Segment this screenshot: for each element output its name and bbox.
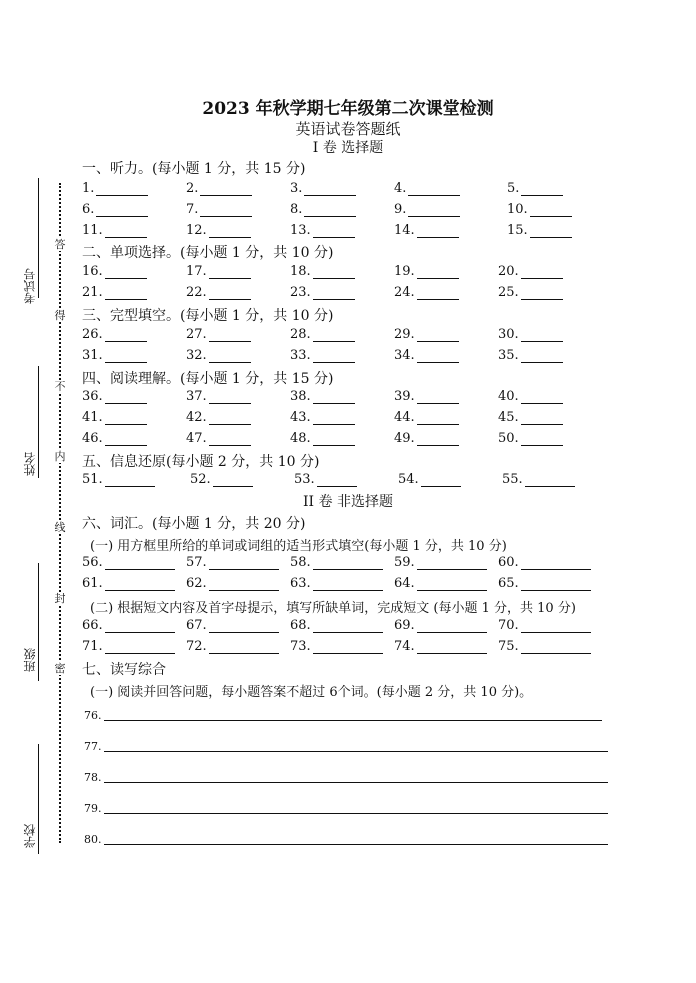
question-76-number: 76. [84, 709, 102, 722]
answer-79-line[interactable] [104, 813, 608, 814]
answer-27[interactable]: 27. [186, 327, 251, 342]
answer-40[interactable]: 40. [498, 389, 563, 404]
section-6b-instruction: (二) 根据短文内容及首字母提示，填写所缺单词，完成短文 (每小题 1 分，共 10 分) [90, 601, 576, 616]
seal-dotted-line [59, 183, 61, 843]
part-1-heading: I 卷 选择题 [312, 140, 384, 156]
question-78-number: 78. [84, 771, 102, 784]
seal-char-5: 线 [54, 521, 66, 534]
answer-36[interactable]: 36. [82, 389, 147, 404]
answer-37[interactable]: 37. [186, 389, 251, 404]
answer-28[interactable]: 28. [290, 327, 355, 342]
answer-35[interactable]: 35. [498, 348, 563, 363]
answer-47[interactable]: 47. [186, 431, 251, 446]
answer-72[interactable]: 72. [186, 639, 279, 654]
section-7a-instruction: (一) 阅读并回答问题，每小题答案不超过 6个词。(每小题 2 分，共 10 分)。 [90, 685, 533, 700]
answer-30[interactable]: 30. [498, 327, 563, 342]
seal-char-3: 不 [54, 380, 66, 393]
answer-25[interactable]: 25. [498, 285, 563, 300]
answer-39[interactable]: 39. [394, 389, 459, 404]
answer-7[interactable]: 7. [186, 202, 252, 217]
class-label: 班级 [23, 648, 37, 672]
answer-55[interactable]: 55. [502, 472, 575, 487]
answer-49[interactable]: 49. [394, 431, 459, 446]
answer-50[interactable]: 50. [498, 431, 563, 446]
question-77-number: 77. [84, 740, 102, 753]
seal-char-4: 内 [54, 450, 66, 463]
school-line [38, 744, 39, 854]
answer-68[interactable]: 68. [290, 618, 383, 633]
answer-22[interactable]: 22. [186, 285, 251, 300]
answer-13[interactable]: 13. [290, 223, 355, 238]
section-4-heading: 四、阅读理解。(每小题 1 分，共 15 分) [82, 371, 334, 387]
answer-14[interactable]: 14. [394, 223, 459, 238]
answer-67[interactable]: 67. [186, 618, 279, 633]
answer-60[interactable]: 60. [498, 555, 591, 570]
answer-62[interactable]: 62. [186, 576, 279, 591]
answer-46[interactable]: 46. [82, 431, 147, 446]
section-5-heading: 五、信息还原(每小题 2 分，共 10 分) [82, 454, 320, 470]
name-label: 姓名 [23, 452, 37, 476]
answer-16[interactable]: 16. [82, 264, 147, 279]
answer-9[interactable]: 9. [394, 202, 460, 217]
answer-59[interactable]: 59. [394, 555, 487, 570]
section-3-heading: 三、完型填空。(每小题 1 分，共 10 分) [82, 308, 334, 324]
answer-10[interactable]: 10. [507, 202, 572, 217]
answer-74[interactable]: 74. [394, 639, 487, 654]
seal-char-7: 密 [54, 662, 66, 675]
answer-1[interactable]: 1. [82, 181, 148, 196]
page-title: 2023 年秋学期七年级第二次课堂检测 [202, 99, 494, 119]
answer-20[interactable]: 20. [498, 264, 563, 279]
answer-51[interactable]: 51. [82, 472, 155, 487]
section-2-heading: 二、单项选择。(每小题 1 分，共 10 分) [82, 245, 334, 261]
answer-17[interactable]: 17. [186, 264, 251, 279]
answer-64[interactable]: 64. [394, 576, 487, 591]
answer-5[interactable]: 5. [507, 181, 563, 196]
answer-65[interactable]: 65. [498, 576, 591, 591]
answer-80-line[interactable] [104, 844, 608, 845]
answer-54[interactable]: 54. [398, 472, 461, 487]
answer-33[interactable]: 33. [290, 348, 355, 363]
answer-26[interactable]: 26. [82, 327, 147, 342]
answer-38[interactable]: 38. [290, 389, 355, 404]
name-line [38, 366, 39, 478]
answer-24[interactable]: 24. [394, 285, 459, 300]
page-subtitle: 英语试卷答题纸 [295, 120, 401, 138]
answer-2[interactable]: 2. [186, 181, 252, 196]
answer-34[interactable]: 34. [394, 348, 459, 363]
answer-53[interactable]: 53. [294, 472, 357, 487]
answer-15[interactable]: 15. [507, 223, 572, 238]
part-2-heading: II 卷 非选择题 [303, 494, 393, 510]
seal-char-2: 得 [54, 309, 66, 322]
answer-61[interactable]: 61. [82, 576, 175, 591]
answer-63[interactable]: 63. [290, 576, 383, 591]
answer-32[interactable]: 32. [186, 348, 251, 363]
answer-43[interactable]: 43. [290, 410, 355, 425]
answer-56[interactable]: 56. [82, 555, 175, 570]
school-label: 学校 [23, 824, 37, 848]
section-7-heading: 七、读写综合 [82, 662, 166, 678]
answer-78-line[interactable] [104, 782, 608, 783]
answer-48[interactable]: 48. [290, 431, 355, 446]
answer-73[interactable]: 73. [290, 639, 383, 654]
answer-19[interactable]: 19. [394, 264, 459, 279]
answer-71[interactable]: 71. [82, 639, 175, 654]
answer-6[interactable]: 6. [82, 202, 148, 217]
answer-41[interactable]: 41. [82, 410, 147, 425]
class-line [38, 563, 39, 681]
answer-45[interactable]: 45. [498, 410, 563, 425]
exam-no-line [38, 178, 39, 298]
answer-31[interactable]: 31. [82, 348, 147, 363]
answer-58[interactable]: 58. [290, 555, 383, 570]
exam-no-label: 考试号 [23, 268, 37, 304]
seal-char-1: 答 [54, 238, 66, 251]
answer-4[interactable]: 4. [394, 181, 460, 196]
answer-42[interactable]: 42. [186, 410, 251, 425]
answer-11[interactable]: 11. [82, 223, 147, 238]
answer-29[interactable]: 29. [394, 327, 459, 342]
answer-52[interactable]: 52. [190, 472, 253, 487]
answer-66[interactable]: 66. [82, 618, 175, 633]
seal-char-6: 封 [54, 592, 66, 605]
answer-23[interactable]: 23. [290, 285, 355, 300]
section-6-heading: 六、词汇。(每小题 1 分，共 20 分) [82, 516, 306, 532]
answer-3[interactable]: 3. [290, 181, 356, 196]
question-80-number: 80. [84, 833, 102, 846]
question-79-number: 79. [84, 802, 102, 815]
answer-8[interactable]: 8. [290, 202, 356, 217]
answer-69[interactable]: 69. [394, 618, 487, 633]
answer-18[interactable]: 18. [290, 264, 355, 279]
answer-76-line[interactable] [104, 720, 602, 721]
answer-77-line[interactable] [104, 751, 608, 752]
answer-70[interactable]: 70. [498, 618, 591, 633]
section-6a-instruction: (一) 用方框里所给的单词或词组的适当形式填空(每小题 1 分，共 10 分) [90, 539, 507, 554]
answer-44[interactable]: 44. [394, 410, 459, 425]
answer-57[interactable]: 57. [186, 555, 279, 570]
section-1-heading: 一、听力。(每小题 1 分，共 15 分) [82, 161, 306, 177]
answer-75[interactable]: 75. [498, 639, 591, 654]
answer-21[interactable]: 21. [82, 285, 147, 300]
answer-12[interactable]: 12. [186, 223, 251, 238]
